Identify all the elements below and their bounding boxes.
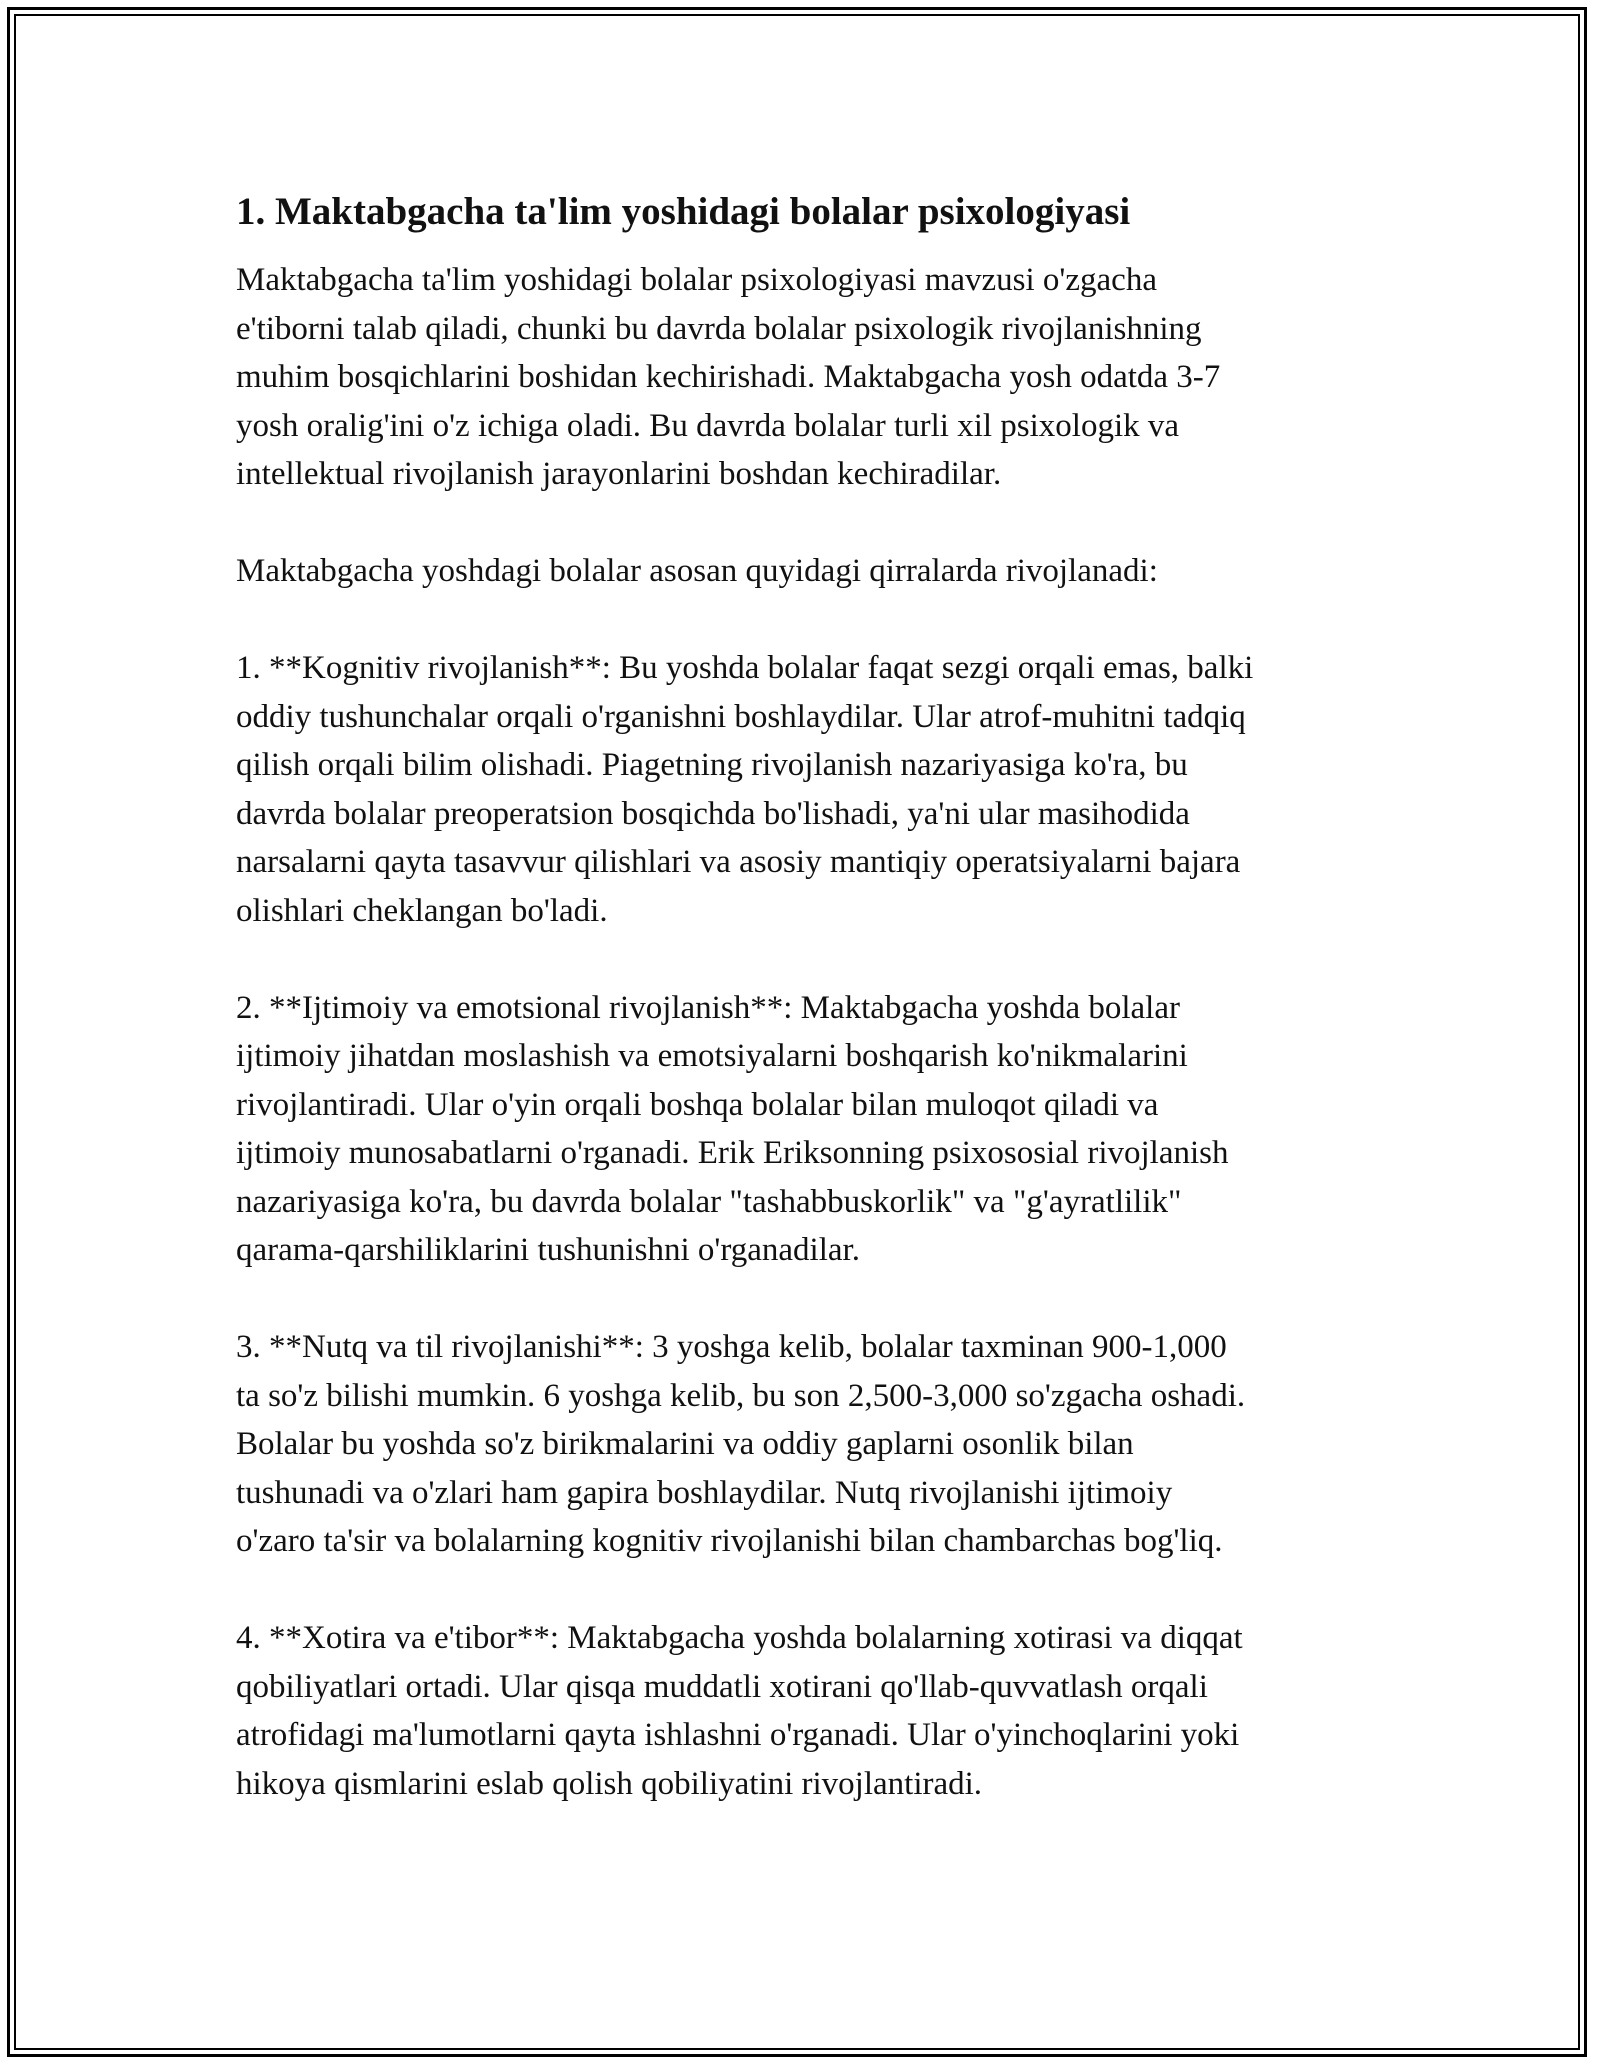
paragraph-social-emotional: 2. **Ijtimoiy va emotsional rivojlanish**: Maktabgacha yoshda bolalar ijtimoiy jihatdan moslashish va emotsiyalarni boshqarish ko'nikmalarini rivojlantiradi. Ular o'yin orqali boshqa bolalar bilan muloqot qiladi va ijtimoiy munosabatlarni o'rganadi. Erik Eriksonning psixososial rivojlanish nazariyasiga ko'ra, bu davrda bolalar "tashabbuskorlik" va "g'ayratlilik" qarama-qarshiliklarini tushunishni o'rganadilar. <box>236 989 1229 1268</box>
paragraph-memory-attention: 4. **Xotira va e'tibor**: Maktabgacha yoshda bolalarning xotirasi va diqqat qobiliyatlari ortadi. Ular qisqa muddatli xotirani qo'llab-quvvatlash orqali atrofidagi ma'lumotlarni qayta ishlashni o'rganadi. Ular o'yinchoqlarini yoki hikoya qismlarini eslab qolish qobiliyatini rivojlantiradi. <box>236 1620 1243 1802</box>
paragraph-cognitive: 1. **Kognitiv rivojlanish**: Bu yoshda bolalar faqat sezgi orqali emas, balki oddiy tushunchalar orqali o'rganishni boshlaydilar. Ular atrof-muhitni tadqiq qilish orqali bilim olishadi. Piagetning rivojlanish nazariyasiga ko'ra, bu davrda bolalar preoperatsion bosqichda bo'lishadi, ya'ni ular masihodida narsalarni qayta tasavvur qilishlari va asosiy mantiqiy operatsiyalarni bajara olishlari cheklangan bo'ladi. <box>236 650 1254 929</box>
paragraph-intro: Maktabgacha ta'lim yoshidagi bolalar psixologiyasi mavzusi o'zgacha e'tiborni talab qiladi, chunki bu davrda bolalar psixologik rivojlanishning muhim bosqichlarini boshidan kechirishadi. Maktabgacha yosh odatda 3-7 yosh oralig'ini o'z ichiga oladi. Bu davrda bolalar turli xil psixologik va intellektual rivojlanish jarayonlarini boshdan kechiradilar. <box>236 262 1221 492</box>
document-body <box>236 186 1376 1857</box>
paragraph-list-lead: Maktabgacha yoshdagi bolalar asosan quyidagi qirralarda rivojlanadi: <box>236 553 1158 589</box>
paragraph-speech-language: 3. **Nutq va til rivojlanishi**: 3 yoshga kelib, bolalar taxminan 900-1,000 ta so'z bilishi mumkin. 6 yoshga kelib, bu son 2,500-3,000 so'zgacha oshadi. Bolalar bu yoshda so'z birikmalarini va oddiy gaplarni osonlik bilan tushunadi va o'zlari ham gapira boshlaydilar. Nutq rivojlanishi ijtimoiy o'zaro ta'sir va bolalarning kognitiv rivojlanishi bilan chambarchas bog'liq. <box>236 1329 1246 1559</box>
document-title: 1. Maktabgacha ta'lim yoshidagi bolalar psixologiyasi <box>236 190 1131 233</box>
